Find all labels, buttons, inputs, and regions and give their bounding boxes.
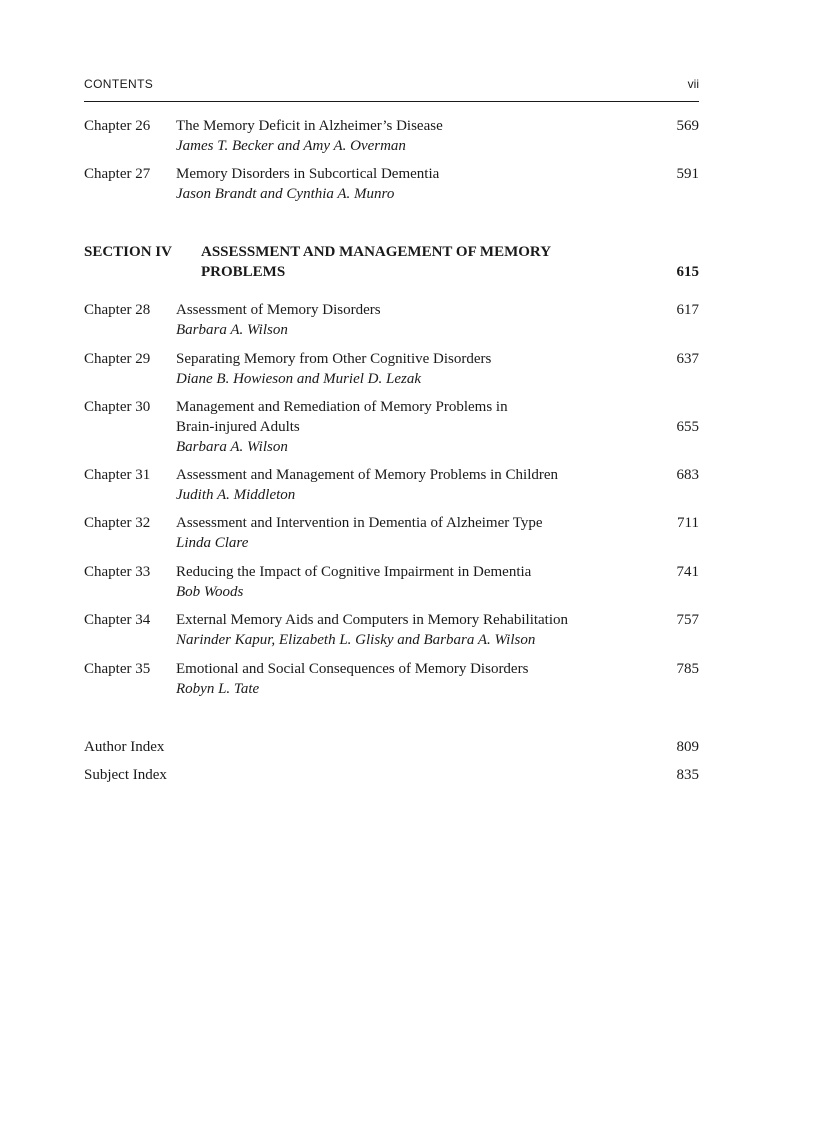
section-title <box>201 242 621 282</box>
chapter-body <box>176 349 646 389</box>
chapter-authors: Barbara A. Wilson <box>176 322 288 338</box>
chapter-title: Emotional and Social Consequences of Memory Disorders <box>176 661 529 677</box>
chapter-number: Chapter 32 <box>84 515 151 531</box>
chapter-body <box>176 116 646 156</box>
chapter-number: Chapter 26 <box>84 118 151 134</box>
chapter-body <box>176 610 646 650</box>
chapter-number: Chapter 34 <box>84 612 151 628</box>
chapter-page-number: 637 <box>676 351 699 367</box>
chapter-title: Assessment of Memory Disorders <box>176 302 381 318</box>
chapter-authors: Diane B. Howieson and Muriel D. Lezak <box>176 371 421 387</box>
chapter-page-number: 655 <box>676 419 699 435</box>
index-page-number: 809 <box>676 739 699 755</box>
chapter-title: Assessment and Intervention in Dementia of Alzheimer Type <box>176 515 543 531</box>
index-page-number: 835 <box>676 767 699 783</box>
page-folio: vii <box>687 77 699 91</box>
chapter-authors: Jason Brandt and Cynthia A. Munro <box>176 186 395 202</box>
chapter-title-continued: Brain-injured Adults <box>176 419 300 435</box>
chapter-authors: Bob Woods <box>176 584 244 600</box>
chapter-authors: James T. Becker and Amy A. Overman <box>176 138 406 154</box>
index-label: Author Index <box>84 739 165 755</box>
chapter-page-number: 757 <box>676 612 699 628</box>
chapter-title: Memory Disorders in Subcortical Dementia <box>176 166 440 182</box>
chapter-body <box>176 513 646 553</box>
section-number: SECTION IV <box>84 244 172 260</box>
chapter-body <box>176 659 646 699</box>
chapter-body <box>176 164 646 204</box>
chapter-number: Chapter 30 <box>84 399 151 415</box>
chapter-authors: Barbara A. Wilson <box>176 439 288 455</box>
chapter-body <box>176 397 646 457</box>
chapter-authors: Linda Clare <box>176 535 249 551</box>
chapter-number: Chapter 33 <box>84 564 151 580</box>
chapter-title: External Memory Aids and Computers in Memory Rehabilitation <box>176 612 569 628</box>
chapter-page-number: 711 <box>677 515 699 531</box>
section-page-number: 615 <box>676 264 699 280</box>
chapter-page-number: 617 <box>676 302 699 318</box>
chapter-title: The Memory Deficit in Alzheimer’s Disease <box>176 118 443 134</box>
chapter-number: Chapter 35 <box>84 661 151 677</box>
chapter-page-number: 569 <box>676 118 699 134</box>
index-label: Subject Index <box>84 767 167 783</box>
section-title-line: PROBLEMS <box>201 264 286 280</box>
chapter-number: Chapter 27 <box>84 166 151 182</box>
chapter-body <box>176 300 646 340</box>
chapter-title: Separating Memory from Other Cognitive Disorders <box>176 351 492 367</box>
chapter-title: Reducing the Impact of Cognitive Impairment in Dementia <box>176 564 532 580</box>
chapter-number: Chapter 29 <box>84 351 151 367</box>
chapter-page-number: 591 <box>676 166 699 182</box>
chapter-body <box>176 465 646 505</box>
chapter-number: Chapter 28 <box>84 302 151 318</box>
chapter-title: Management and Remediation of Memory Problems in <box>176 399 508 415</box>
chapter-authors: Narinder Kapur, Elizabeth L. Glisky and Barbara A. Wilson <box>176 632 536 648</box>
chapter-page-number: 741 <box>676 564 699 580</box>
chapter-body <box>176 562 646 602</box>
chapter-authors: Robyn L. Tate <box>176 681 260 697</box>
chapter-page-number: 785 <box>676 661 699 677</box>
running-head <box>84 77 699 102</box>
chapter-page-number: 683 <box>676 467 699 483</box>
chapter-number: Chapter 31 <box>84 467 151 483</box>
section-title-line: ASSESSMENT AND MANAGEMENT OF MEMORY <box>201 244 552 260</box>
running-head-label: CONTENTS <box>84 77 154 91</box>
chapter-authors: Judith A. Middleton <box>176 487 296 503</box>
chapter-title: Assessment and Management of Memory Problems in Children <box>176 467 559 483</box>
